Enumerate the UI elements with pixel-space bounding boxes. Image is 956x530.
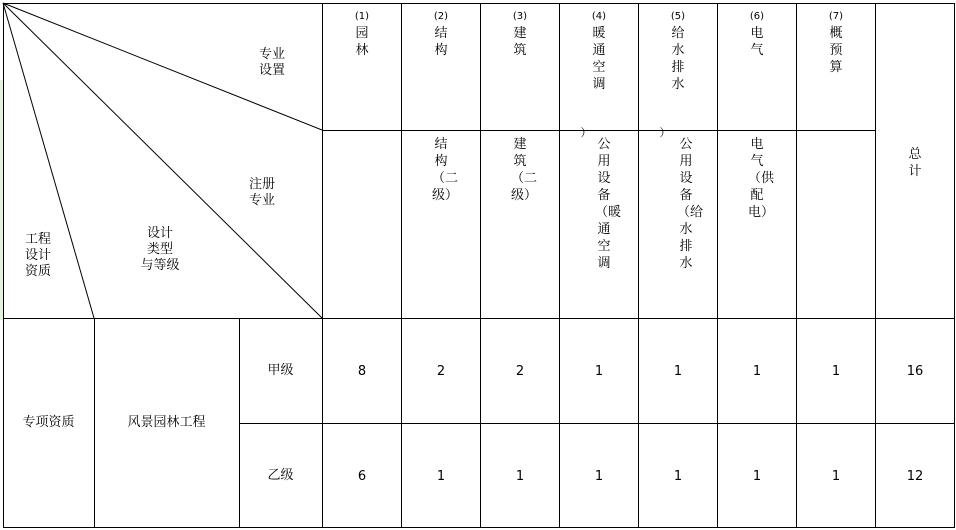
registered-2: 结构（二级） bbox=[432, 137, 459, 203]
col-line-1 bbox=[322, 3, 323, 528]
grade-b-value-4: 1 bbox=[594, 469, 604, 484]
header-divider bbox=[322, 130, 876, 131]
border-bottom bbox=[3, 527, 955, 528]
border-right bbox=[954, 3, 955, 528]
col-header-4: (4) 暖通空调 bbox=[591, 11, 607, 92]
row-divider bbox=[239, 423, 955, 424]
registered-5-pre: ） bbox=[659, 126, 671, 139]
registered-5: 公用设备（给水排水 bbox=[677, 137, 704, 271]
grade-a-value-6: 1 bbox=[752, 364, 762, 379]
grade-a-label: 甲级 bbox=[267, 363, 294, 378]
grade-a-value-7: 1 bbox=[831, 364, 841, 379]
col-header-6: (6) 电气 bbox=[749, 11, 765, 58]
qualification-cell: 专项资质 bbox=[22, 415, 75, 430]
corner-label-qualification: 工程 设计 资质 bbox=[25, 232, 52, 279]
grade-b-value-6: 1 bbox=[752, 469, 762, 484]
grade-a-value-4: 1 bbox=[594, 364, 604, 379]
corner-label-registered: 注册 专业 bbox=[249, 177, 276, 208]
grade-b-label: 乙级 bbox=[267, 468, 294, 483]
grade-a-value-3: 2 bbox=[515, 364, 525, 379]
col-line-total bbox=[875, 3, 876, 528]
border-top bbox=[3, 3, 955, 4]
col-line-4 bbox=[559, 3, 560, 528]
col-line-6 bbox=[717, 3, 718, 528]
col-header-2: (2) 结构 bbox=[433, 11, 449, 58]
header-bottom-line bbox=[3, 318, 955, 319]
corner-label-design-type: 设计 类型 与等级 bbox=[140, 226, 180, 273]
grade-a-value-2: 2 bbox=[436, 364, 446, 379]
grade-a-value-1: 8 bbox=[357, 364, 367, 379]
grade-b-value-2: 1 bbox=[436, 469, 446, 484]
col-header-5: (5) 给水排水 bbox=[670, 11, 686, 92]
col-line-7 bbox=[796, 3, 797, 528]
grade-a-total: 16 bbox=[906, 364, 924, 379]
project-type-cell: 风景园林工程 bbox=[127, 415, 206, 430]
col-line-5 bbox=[638, 3, 639, 528]
col-header-1: (1) 园林 bbox=[354, 11, 370, 58]
grade-a-value-5: 1 bbox=[673, 364, 683, 379]
registered-4-pre: ） bbox=[580, 126, 592, 139]
col-line-2 bbox=[401, 3, 402, 528]
col-line-type bbox=[239, 318, 240, 528]
total-header: 总计 bbox=[908, 147, 922, 179]
col-header-3: (3) 建筑 bbox=[512, 11, 528, 58]
grade-b-value-7: 1 bbox=[831, 469, 841, 484]
registered-6: 电气（供配电） bbox=[748, 137, 775, 220]
registered-3: 建筑（二级） bbox=[511, 137, 538, 203]
border-left bbox=[3, 3, 4, 528]
registered-4: 公用设备（暖通空调 bbox=[595, 137, 622, 271]
grade-b-total: 12 bbox=[906, 469, 924, 484]
grade-b-value-1: 6 bbox=[357, 469, 367, 484]
grade-b-value-5: 1 bbox=[673, 469, 683, 484]
corner-label-specialty: 专业 设置 bbox=[259, 47, 286, 78]
col-line-3 bbox=[480, 3, 481, 528]
grade-b-value-3: 1 bbox=[515, 469, 525, 484]
col-header-7: (7) 概预算 bbox=[828, 11, 844, 75]
